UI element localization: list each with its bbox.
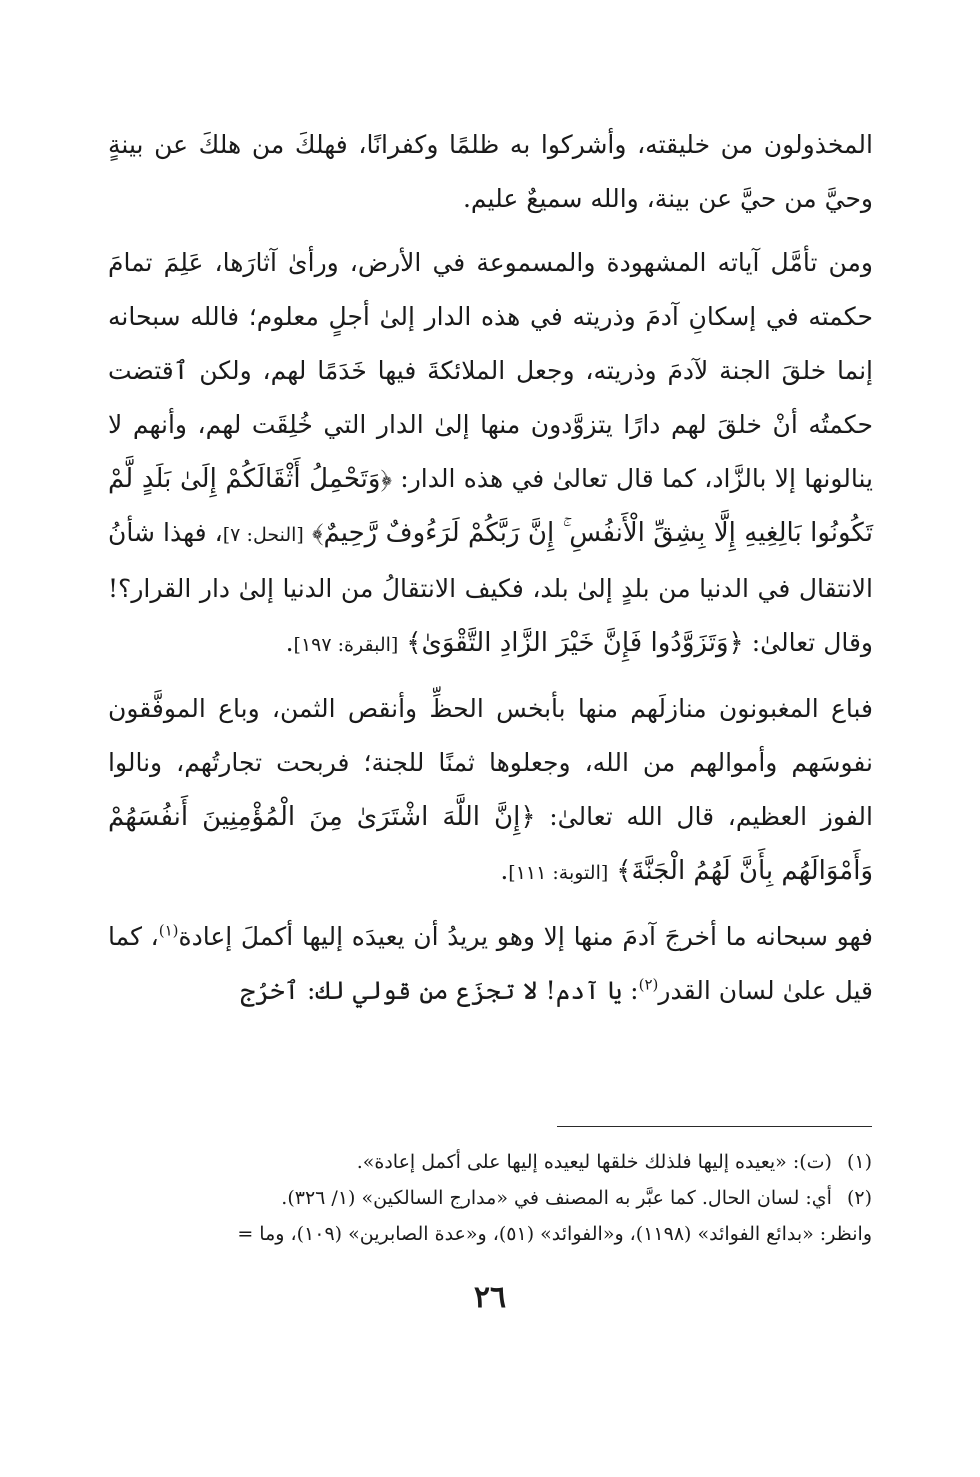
quran-verse-nahl: ﴿وَتَحْمِلُ أَثْقَالَكُمْ إِلَىٰ بَلَدٍ لَّمْ تَكُونُوا بَالِغِيهِ إِلَّا بِشِقِّ الْأَنفُسِ ۚ إِنَّ رَبَّكُمْ لَرَءُوفٌ رَّحِيمٌ﴾ [108, 464, 874, 548]
footnote-marker-1[interactable]: (١) [158, 921, 179, 940]
paragraph-2-text-b: ، فهذا شأنُ الانتقال في الدنيا من بلدٍ إلىٰ بلد، فكيف الانتقالُ من الدنيا إلىٰ دار القرار؟! وقال تعالىٰ: [108, 518, 873, 657]
paragraph-4-text-a: فهو سبحانه ما أخرجَ آدمَ منها إلا وهو يريدُ أن يعيدَه إليها أكملَ إعادة [178, 922, 874, 951]
footnote-text: (ت): «يعيده إليها فلذلك خلقها ليعيده إليها على أكمل إعادة». [356, 1151, 832, 1173]
paragraph-2-text-a: ومن تأمَّل آياته المشهودة والمسموعة في الأرض، ورأىٰ آثارَها، عَلِمَ تمامَ حكمته في إسكانِ آدمَ وذريته في هذه الدار إلىٰ أجلٍ معلوم؛ فالله سبحانه إنما خلقَ الجنة لآدمَ وذريته، وجعل الملائكةَ فيها خَدَمًا لهم، ولكن ٱقتضت حكمتُه أنْ خلقَ لهم دارًا يتزوَّدون منها إلىٰ الدار التي خُلِقَت لهم، وأنهم لا ينالونها إلا بالزَّاد، كما قال تعالىٰ في هذه الدار: [108, 248, 873, 493]
paragraph-3: فباع المغبونون منازلَهم منها بأبخس الحظِّ وأنقص الثمن، وباع الموفَّقون نفوسَهم وأموالهم من الله، وجعلوها ثمنًا للجنة؛ فربحت تجارتُهم، ونالوا الفوز العظيم، قال الله تعالىٰ: ﴿إِنَّ اللَّهَ اشْتَرَىٰ مِنَ الْمُؤْمِنِينَ أَنفُسَهُمْ وَأَمْوَالَهُم بِأَنَّ لَهُمُ الْجَنَّةَ﴾ [التوبة: ١١١]. [108, 694, 873, 886]
footnote-divider [557, 1126, 872, 1127]
footnote-2 [82, 1182, 872, 1214]
footnote-number: (١) [846, 1151, 872, 1173]
quran-verse-baqarah: ﴿وَتَزَوَّدُوا فَإِنَّ خَيْرَ الزَّادِ التَّقْوَىٰ﴾ [406, 628, 744, 658]
verse-reference-baqarah: [البقرة: ١٩٧] [293, 634, 399, 656]
paragraph-1-text: المخذولون من خليقته، وأشركوا به ظلمًا وكفرانًا، فهلكَ من هلكَ عن بينةٍ وحيَّ من حيَّ عن بينة، والله سميعٌ عليم. [108, 130, 873, 213]
footnote-2-continued [82, 1218, 872, 1250]
footnote-text: أي: لسان الحال. كما عبَّر به المصنف في «مدارج السالكين» (١/ ٣٢٦). [281, 1187, 832, 1209]
page-number: ٢٦ [473, 1280, 507, 1315]
footnotes-section [82, 1146, 872, 1254]
quran-verse-tawbah: ﴿إِنَّ اللَّهَ اشْتَرَىٰ مِنَ الْمُؤْمِنِينَ أَنفُسَهُمْ وَأَمْوَالَهُم بِأَنَّ لَهُمُ الْجَنَّةَ﴾ [108, 802, 873, 886]
paragraph-1 [108, 118, 873, 226]
footnote-text: وانظر: «بدائع الفوائد» (١١٩٨)، و«الفوائد» (٥١)، و«عدة الصابرين» (١٠٩)، وما = [237, 1223, 872, 1245]
paragraph-3-text: فباع المغبونون منازلَهم منها بأبخس الحظِّ وأنقص الثمن، وباع الموفَّقون نفوسَهم وأموالهم من الله، وجعلوها ثمنًا للجنة؛ فربحت تجارتُهم، ونالوا الفوز العظيم، قال الله تعالىٰ: [108, 694, 873, 831]
verse-reference-tawbah: [التوبة: ١١١] [508, 862, 609, 884]
paragraph-4-text-c: : يا آدم! لا تجزَع من قولي لك: ٱخرُج [240, 976, 639, 1005]
page-body [108, 118, 873, 1018]
paragraph-2: ومن تأمَّل آياته المشهودة والمسموعة في الأرض، ورأىٰ آثارَها، عَلِمَ تمامَ حكمته في إسكانِ آدمَ وذريته في هذه الدار إلىٰ أجلٍ معلوم؛ فالله سبحانه إنما خلقَ الجنة لآدمَ وذريته، وجعل الملائكةَ فيها خَدَمًا لهم، ولكن ٱقتضت حكمتُه أنْ خلقَ لهم دارًا يتزوَّدون منها إلىٰ الدار التي خُلِقَت لهم، وأنهم لا ينالونها إلا بالزَّاد، كما قال تعالىٰ في هذه الدار: ﴿وَتَحْمِلُ أَثْقَالَكُمْ إِلَىٰ بَلَدٍ لَّمْ تَكُونُوا بَالِغِيهِ إِلَّا بِشِقِّ الْأَنفُسِ ۚ إِنَّ رَبَّكُمْ لَرَءُوفٌ رَّحِيمٌ﴾ [النحل: ٧]، فهذا شأنُ الانتقال في الدنيا من بلدٍ إلىٰ بلد، فكيف الانتقالُ من الدنيا إلىٰ دار القرار؟! وقال تعالىٰ: ﴿وَتَزَوَّدُوا فَإِنَّ خَيْرَ الزَّادِ التَّقْوَىٰ﴾ [البقرة: ١٩٧]. [108, 248, 874, 658]
verse-reference-nahl: [النحل: ٧] [222, 524, 304, 546]
paragraph-4-text-b: ، كما قيل علىٰ لسان القدر [108, 922, 873, 1005]
footnote-number: (٢) [846, 1187, 872, 1209]
footnote-marker-2[interactable]: (٢) [638, 975, 659, 994]
paragraph-4 [108, 910, 873, 1018]
footnote-1 [82, 1146, 872, 1178]
